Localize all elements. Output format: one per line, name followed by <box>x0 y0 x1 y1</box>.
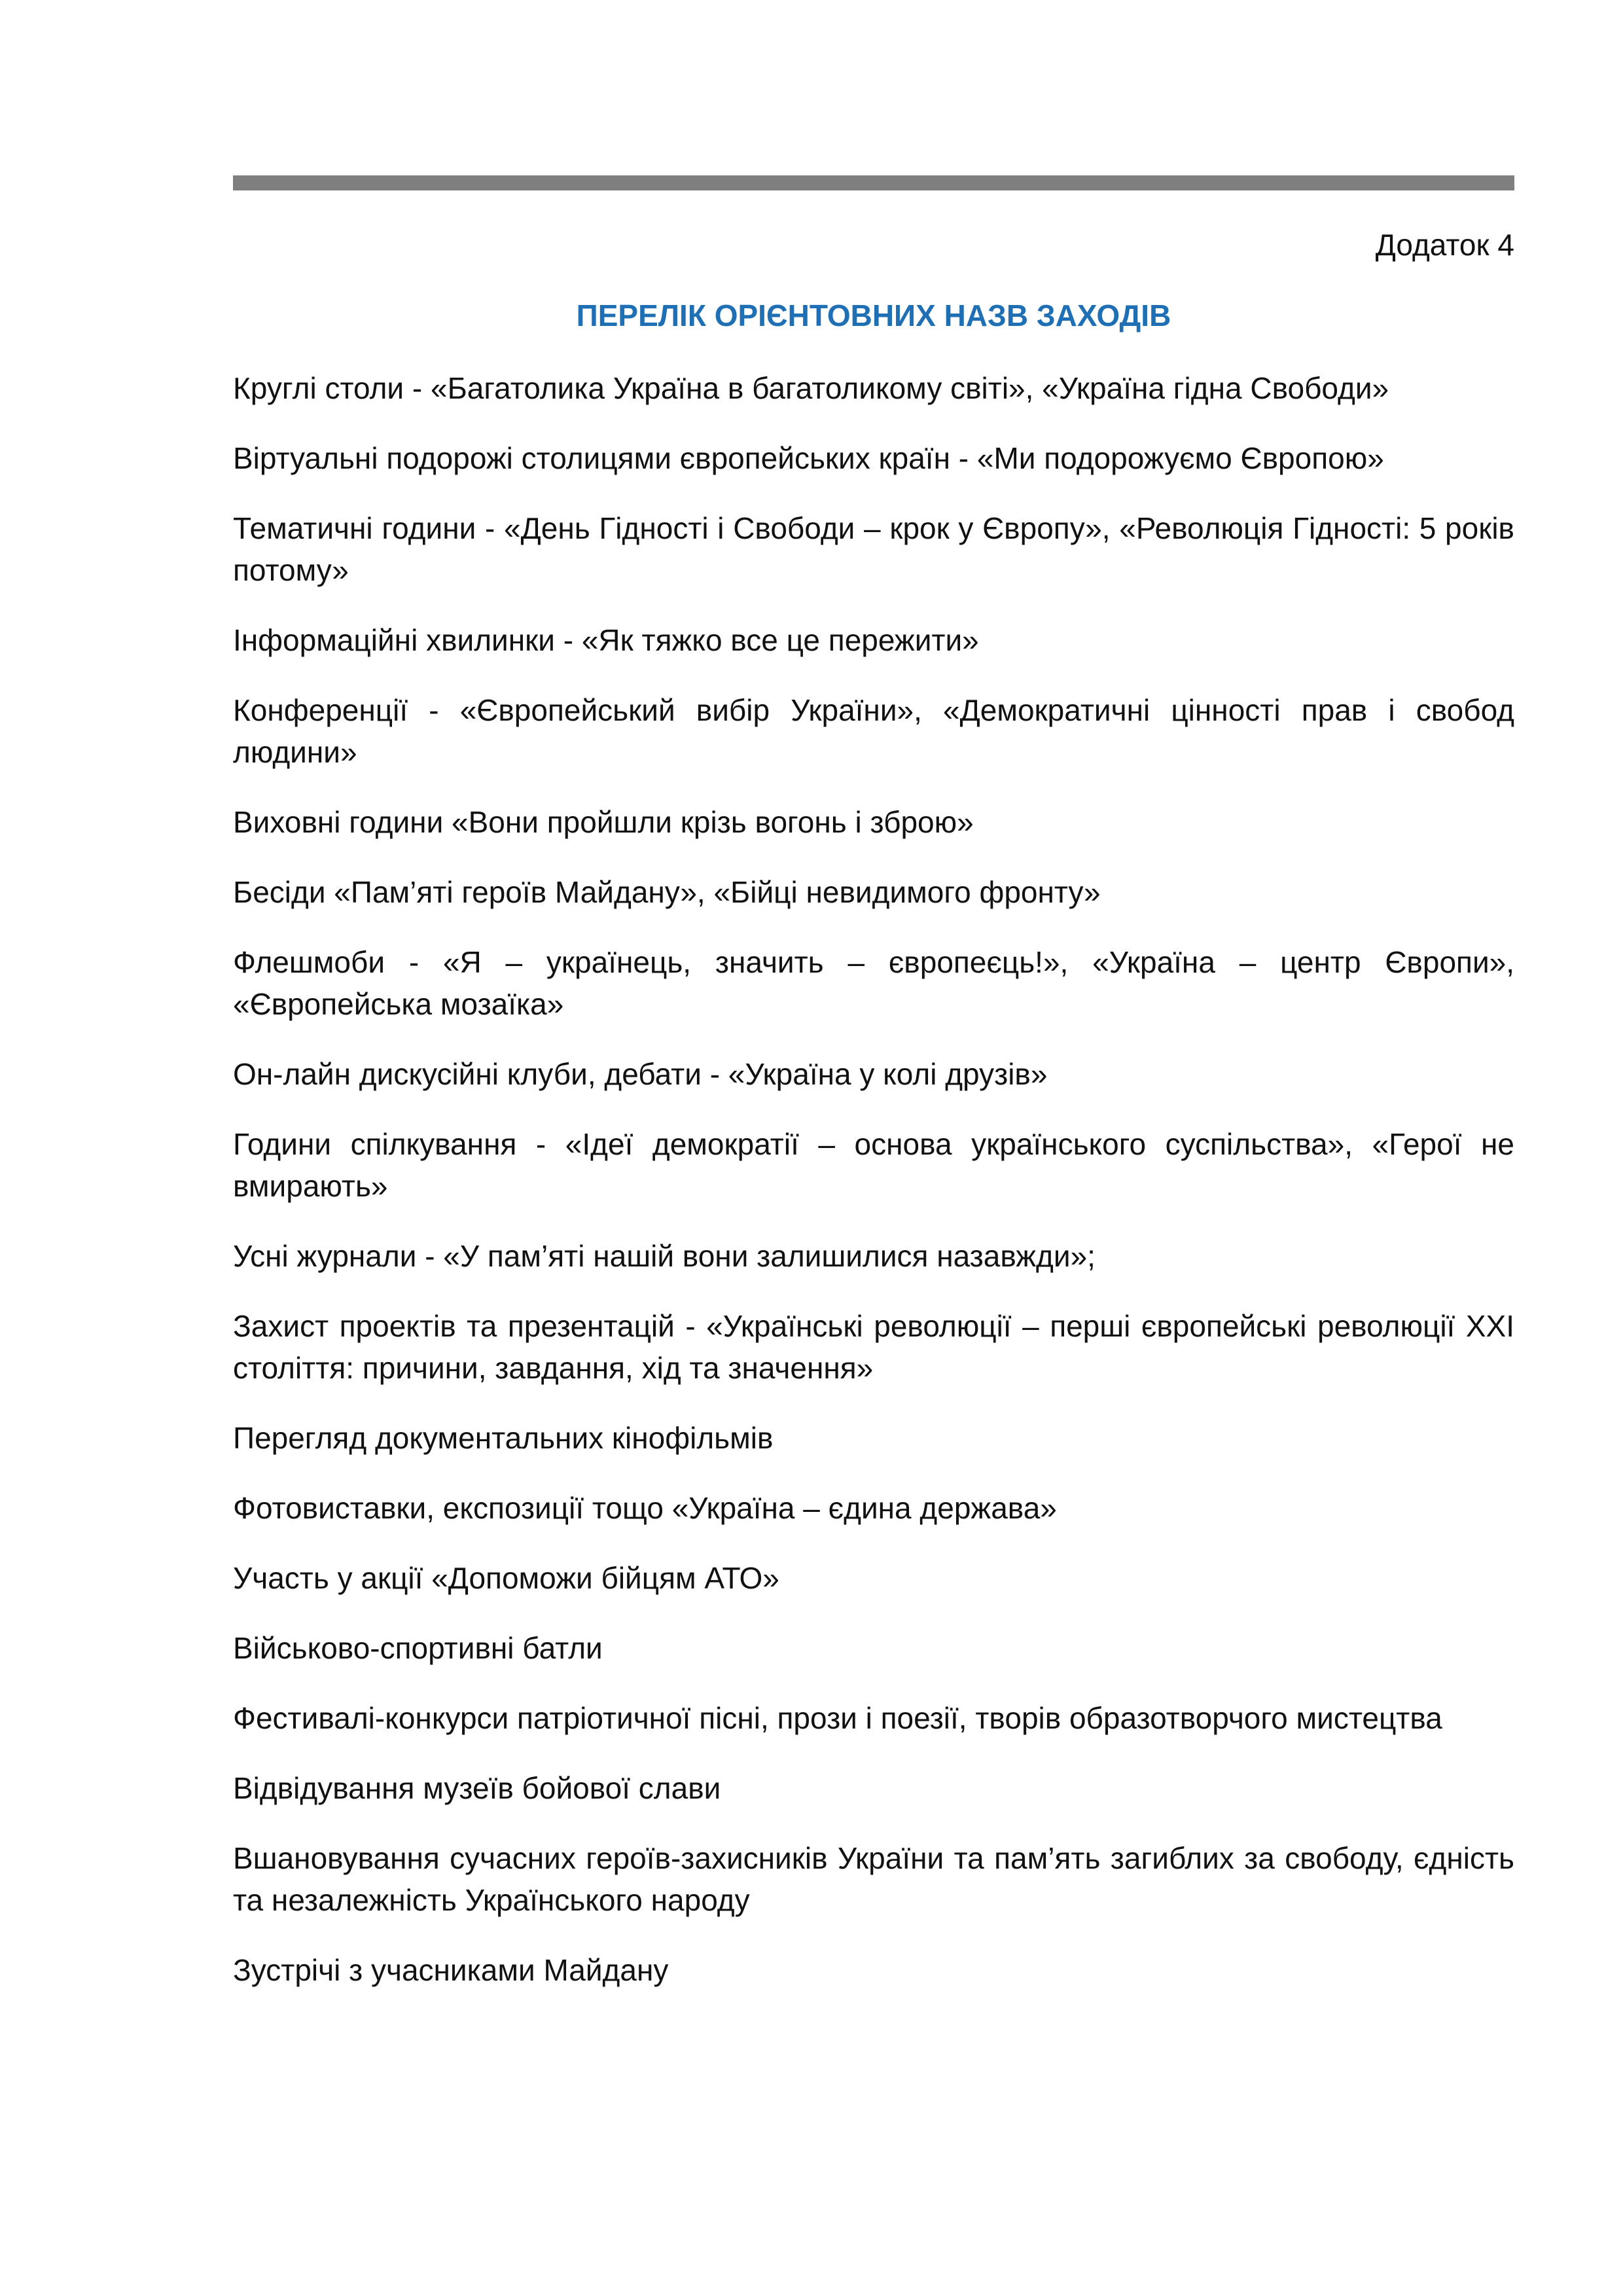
list-item: Тематичні години - «День Гідності і Свободи – крок у Європу», «Революція Гідності: 5 років потому» <box>233 511 1514 587</box>
list-item: Флешмоби - «Я – українець, значить – європеєць!», «Україна – центр Європи», «Європейська мозаїка» <box>233 945 1514 1021</box>
list-item: Захист проектів та презентацій - «Українські революції – перші європейські революції XXI століття: причини, завдання, хід та значення» <box>233 1309 1514 1385</box>
list-item: Фотовиставки, експозиції тощо «Україна – єдина держава» <box>233 1491 1057 1525</box>
list-item: Відвідування музеїв бойової слави <box>233 1771 721 1805</box>
appendix-label: Додаток 4 <box>1375 228 1514 262</box>
list-item: Виховні години «Вони пройшли крізь вогонь і зброю» <box>233 805 974 839</box>
document-title: ПЕРЕЛІК ОРІЄНТОВНИХ НАЗВ ЗАХОДІВ <box>576 298 1171 332</box>
list-item: Вшановування сучасних героїв-захисників України та пам’ять загиблих за свободу, єдність та незалежність Українського народу <box>233 1841 1514 1917</box>
list-item: Перегляд документальних кінофільмів <box>233 1421 774 1455</box>
list-item: Віртуальні подорожі столицями європейських країн - «Ми подорожуємо Європою» <box>233 441 1384 475</box>
header-rule <box>233 175 1514 190</box>
events-list <box>233 367 1514 2019</box>
list-item: Фестивалі-конкурси патріотичної пісні, прози і поезії, творів образотворчого мистецтва <box>233 1701 1442 1735</box>
list-item: Бесіди «Пам’яті героїв Майдану», «Бійці невидимого фронту» <box>233 875 1101 909</box>
list-item: Усні журнали - «У пам’яті нашій вони залишилися назавжди»; <box>233 1239 1096 1273</box>
list-item: Зустрічі з учасниками Майдану <box>233 1953 669 1987</box>
list-item: Участь у акції «Допоможи бійцям АТО» <box>233 1561 779 1595</box>
list-item: Інформаційні хвилинки - «Як тяжко все це пережити» <box>233 623 979 657</box>
list-item: Он-лайн дискусійні клуби, дебати - «Україна у колі друзів» <box>233 1057 1048 1091</box>
list-item: Конференції - «Європейський вибір України», «Демократичні цінності прав і свобод людини» <box>233 693 1514 769</box>
list-item: Круглі столи - «Багатолика Україна в багатоликому світі», «Україна гідна Свободи» <box>233 371 1389 405</box>
list-item: Військово-спортивні батли <box>233 1631 603 1665</box>
list-item: Години спілкування - «Ідеї демократії – основа українського суспільства», «Герої не вмирають» <box>233 1127 1514 1203</box>
